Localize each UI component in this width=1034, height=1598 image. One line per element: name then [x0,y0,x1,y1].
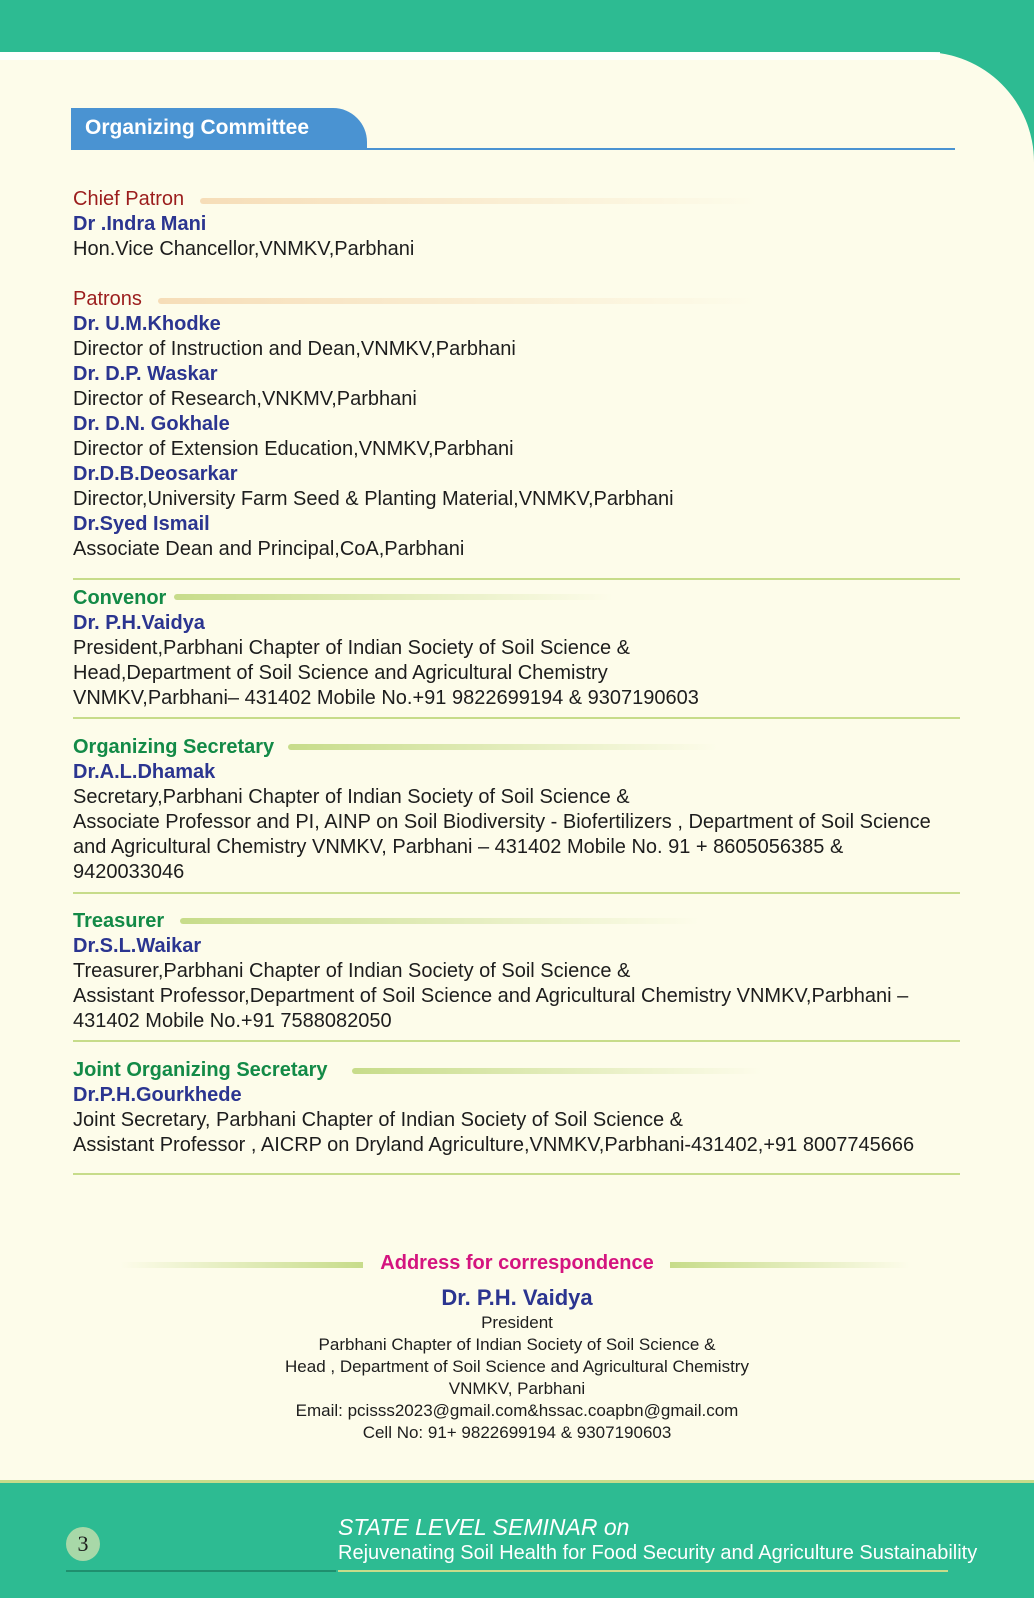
org-secretary-title: Organizing Secretary [73,736,275,758]
address-title: Address for correspondence [380,1252,654,1274]
address-line: VNMKV, Parbhani [448,1379,586,1398]
patron-name: Dr.Syed Ismail [73,513,210,535]
section-divider [73,578,960,580]
treasurer-line: 431402 Mobile No.+91 7588082050 [73,1010,392,1032]
patron-role: Director of Instruction and Dean,VNMKV,Parbhani [73,338,516,360]
treasurer-name: Dr.S.L.Waikar [73,935,202,957]
footer-subtitle: Rejuvenating Soil Health for Food Security and Agriculture Sustainability [338,1542,978,1564]
footer-title: STATE LEVEL SEMINAR on [338,1514,630,1540]
patron-name: Dr. D.P. Waskar [73,363,218,385]
treasurer-bar [180,918,700,924]
patron-name: Dr. D.N. Gokhale [73,413,230,435]
convenor-name: Dr. P.H.Vaidya [73,612,205,634]
patron-role: Director of Extension Education,VNMKV,Parbhani [73,438,514,460]
page-number: 3 [66,1527,100,1561]
joint-secretary-title: Joint Organizing Secretary [73,1059,328,1081]
address-cell: Cell No: 91+ 9822699194 & 9307190603 [362,1423,672,1442]
patron-role: Associate Dean and Principal,CoA,Parbhani [73,538,465,560]
address-email: Email: pcisss2023@gmail.com&hssac.coapbn@gmail.com [295,1401,739,1420]
patrons-bar [158,298,758,304]
org-secretary-line: and Agricultural Chemistry VNMKV, Parbhani – 431402 Mobile No. 91 + 8605056385 & [73,836,844,858]
sheet-highlight [0,52,940,60]
patron-name: Dr. U.M.Khodke [73,313,221,335]
joint-secretary-line: Joint Secretary, Parbhani Chapter of Indian Society of Soil Science & [73,1109,683,1131]
convenor-line: Head,Department of Soil Science and Agricultural Chemistry [73,662,608,684]
org-secretary-line: Associate Professor and PI, AINP on Soil Biodiversity - Biofertilizers , Department of Soil Science [73,811,931,833]
address-line: Head , Department of Soil Science and Agricultural Chemistry [285,1357,749,1376]
joint-secretary-bar [352,1068,762,1074]
section-divider [73,1040,960,1042]
footer-band [0,1480,1034,1483]
section-divider [73,1173,960,1175]
org-secretary-line: Secretary,Parbhani Chapter of Indian Society of Soil Science & [73,786,630,808]
section-divider [73,892,960,894]
treasurer-title: Treasurer [73,910,165,932]
chief-patron-name: Dr .Indra Mani [73,213,207,235]
treasurer-line: Assistant Professor,Department of Soil Science and Agricultural Chemistry VNMKV,Parbhani – [73,985,909,1007]
joint-secretary-name: Dr.P.H.Gourkhede [73,1084,242,1106]
address-line: Parbhani Chapter of Indian Society of Soil Science & [318,1335,716,1354]
patron-role: Director of Research,VNKMV,Parbhani [73,388,417,410]
chief-patron-title: Chief Patron [73,188,185,210]
page-heading: Organizing Committee [85,116,310,139]
heading-tab [71,108,367,150]
address-name: Dr. P.H. Vaidya [441,1285,593,1310]
patrons-title: Patrons [73,288,142,310]
joint-secretary-line: Assistant Professor , AICRP on Dryland Agriculture,VNMKV,Parbhani-431402,+91 8007745666 [73,1134,915,1156]
treasurer-line: Treasurer,Parbhani Chapter of Indian Society of Soil Science & [73,960,631,982]
org-secretary-bar [288,744,718,750]
patron-role: Director,University Farm Seed & Planting Material,VNMKV,Parbhani [73,488,674,510]
section-divider [73,717,960,719]
convenor-title: Convenor [73,587,167,609]
heading-rule [71,148,955,150]
org-secretary-name: Dr.A.L.Dhamak [73,761,216,783]
page-number-rule [66,1570,336,1572]
convenor-line: VNMKV,Parbhani– 431402 Mobile No.+91 9822699194 & 9307190603 [73,687,699,709]
chief-patron-role: Hon.Vice Chancellor,VNMKV,Parbhani [73,238,415,260]
footer-rule [338,1570,948,1572]
convenor-line: President,Parbhani Chapter of Indian Society of Soil Science & [73,637,630,659]
address-line: President [481,1313,553,1332]
chief-patron-bar [200,198,760,204]
convenor-bar [174,594,614,600]
org-secretary-line: 9420033046 [73,861,185,883]
patron-name: Dr.D.B.Deosarkar [73,463,238,485]
